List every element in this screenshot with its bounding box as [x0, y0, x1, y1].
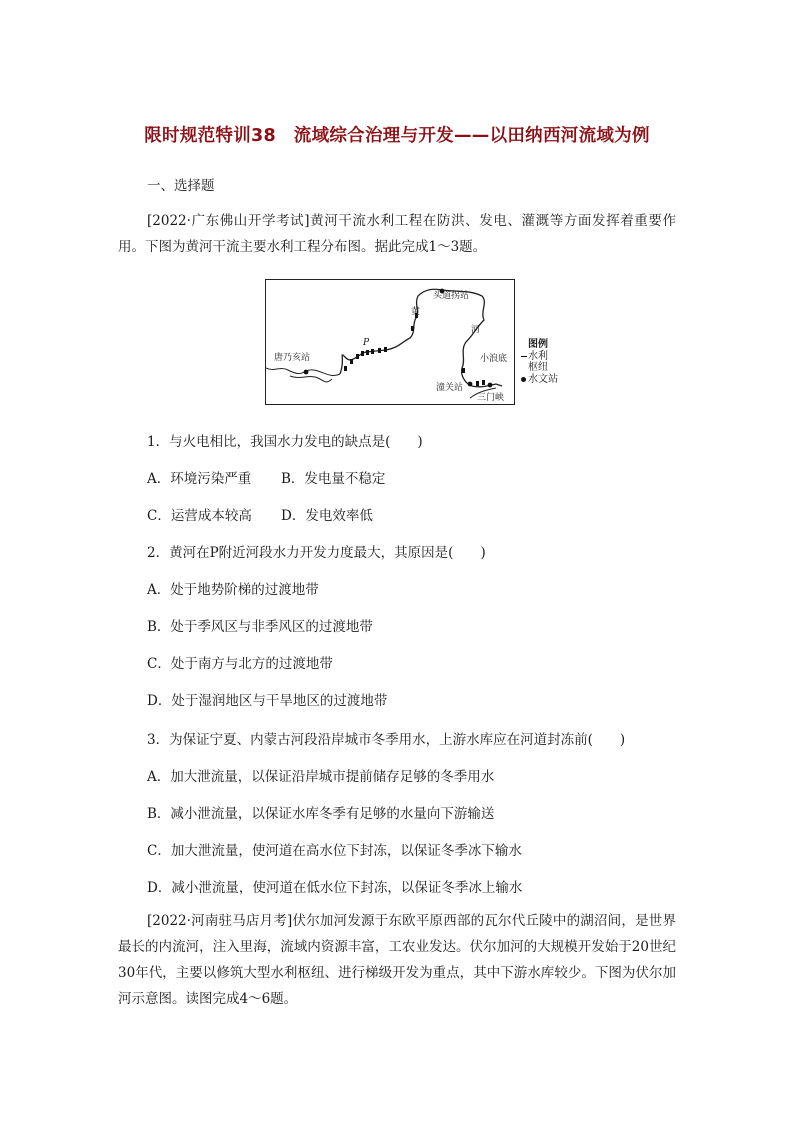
q2-stem: 2．黄河在P附近河段水力开发力度最大，其原因是( ) [147, 545, 486, 561]
q1-option-a: A．环境污染严重 [147, 471, 252, 487]
map-label-p: P [363, 338, 370, 348]
legend-title: 图例 [528, 339, 548, 350]
tributary-left-3 [306, 370, 340, 376]
legend-dam [521, 351, 558, 363]
dam-icon [521, 356, 527, 357]
q2-option-a: A．处于地势阶梯的过渡地带 [147, 582, 319, 598]
legend-station-label: 水文站 [528, 373, 558, 385]
intro-paragraph-2: [2022·河南驻马店月考]伏尔加河发源于东欧平原西部的瓦尔代丘陵中的湖沼间，是世界最长的内流河，注入里海，流域内资源丰富，工农业发达。伏尔加河的大规模开发始于20世纪30年代，主要以修筑大型水利枢纽、进行梯级开发为重点，其中下游水库较少。下图为伏尔加河示意图。读图完成4～6题。 [118, 913, 676, 1007]
q2-option-c: C．处于南方与北方的过渡地带 [147, 656, 333, 672]
q3-option-d: D．减小泄流量，使河道在低水位下封冻，以保证冬季冰上输水 [147, 880, 523, 896]
q3-option-c: C．加大泄流量，使河道在高水位下封冻，以保证冬季冰下输水 [147, 843, 522, 859]
legend-station [521, 374, 558, 386]
map-label-toudaoguai: 头道拐站 [433, 291, 470, 301]
map-label-tongguan: 潼关站 [436, 383, 464, 393]
q1-option-b: B．发电量不稳定 [281, 471, 386, 487]
q3-stem: 3．为保证宁夏、内蒙古河段沿岸城市冬季用水，上游水库应在河道封冻前( ) [147, 732, 626, 748]
intro-paragraph-1: [2022·广东佛山开学考试]黄河干流水利工程在防洪、发电、灌溉等方面发挥着重要作用。下图为黄河干流主要水利工程分布图。据此完成1～3题。 [118, 213, 676, 255]
tributary-left-2 [290, 376, 332, 382]
legend-dam-line2: 枢纽 [528, 362, 548, 373]
station-dot-icon [521, 377, 526, 382]
legend-dam-line1: 水利 [528, 350, 548, 362]
tributary-left-1 [266, 368, 306, 374]
map-label-tangnaihai: 唐乃亥站 [274, 353, 311, 363]
map-legend [521, 339, 558, 385]
map-label-huang: 黄 [411, 307, 421, 317]
map-label-sanmenxia: 三门峡 [477, 393, 505, 403]
section-heading: 一、选择题 [147, 178, 215, 194]
q1-option-d: D．发电效率低 [281, 508, 373, 524]
page-title: 限时规范特训38 流域综合治理与开发——以田纳西河流域为例 [144, 126, 650, 146]
q2-option-b: B．处于季风区与非季风区的过渡地带 [147, 619, 373, 635]
map-label-he: 河 [471, 325, 481, 335]
yellow-river-map [265, 279, 515, 405]
q1-option-c: C．运营成本较高 [147, 508, 252, 524]
q3-option-b: B．减小泄流量，以保证水库冬季有足够的水量向下游输送 [147, 806, 495, 822]
q3-option-a: A．加大泄流量，以保证沿岸城市提前储存足够的冬季用水 [147, 769, 495, 785]
river-map-drawing [266, 280, 516, 406]
q2-option-d: D．处于湿润地区与干旱地区的过渡地带 [147, 693, 388, 709]
map-label-xiaolangdi: 小浪底 [480, 354, 508, 364]
q1-stem: 1．与火电相比，我国水力发电的缺点是( ) [147, 434, 423, 450]
